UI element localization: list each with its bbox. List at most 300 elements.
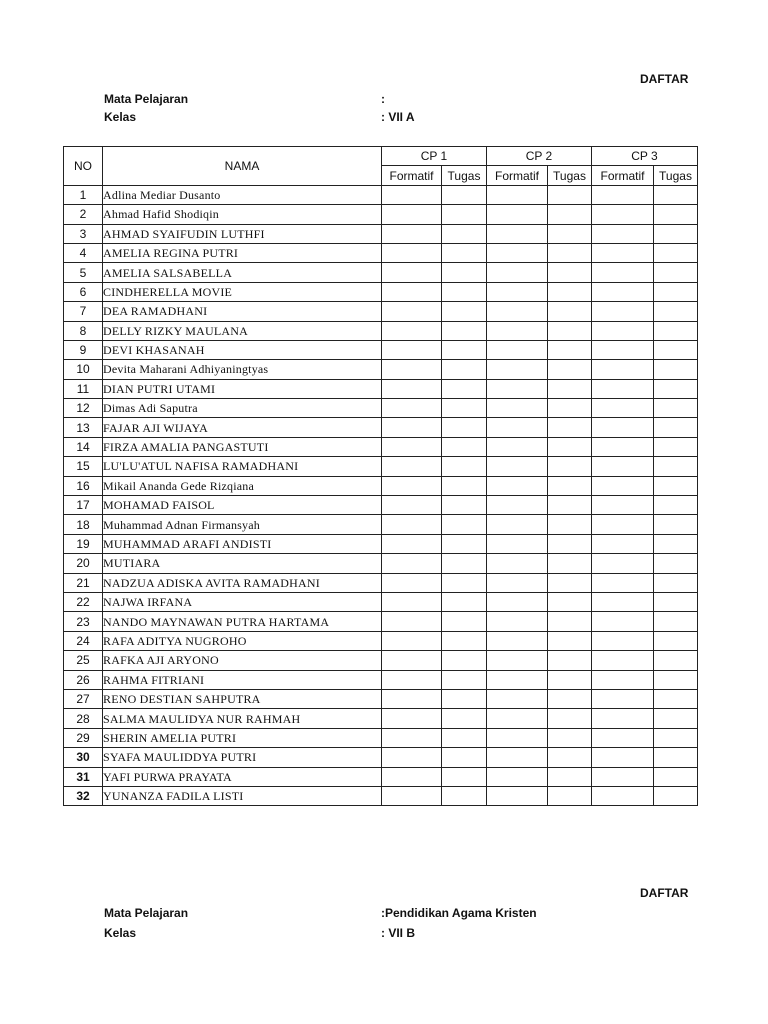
- cp1-tugas-cell[interactable]: [442, 728, 487, 747]
- cp2-tugas-cell[interactable]: [548, 573, 592, 592]
- row-number: 31: [64, 767, 103, 786]
- cp1-formatif-cell[interactable]: [382, 263, 442, 282]
- cp1-tugas-cell[interactable]: [442, 670, 487, 689]
- table-row: [64, 243, 698, 262]
- cp2-tugas-cell[interactable]: [548, 282, 592, 301]
- cp3-formatif-cell[interactable]: [592, 457, 654, 476]
- cp2-tugas-cell[interactable]: [548, 728, 592, 747]
- cp2-tugas-cell[interactable]: [548, 612, 592, 631]
- cp1-formatif-cell[interactable]: [382, 767, 442, 786]
- cp2-formatif-cell[interactable]: [487, 399, 548, 418]
- cp2-tugas-cell[interactable]: [548, 457, 592, 476]
- cp3-formatif-cell[interactable]: [592, 476, 654, 495]
- cp2-formatif-cell[interactable]: [487, 786, 548, 805]
- cp3-tugas-cell[interactable]: [654, 263, 698, 282]
- cp1-formatif-cell[interactable]: [382, 340, 442, 359]
- cp1-formatif-cell[interactable]: [382, 631, 442, 650]
- cp2-formatif-cell[interactable]: [487, 573, 548, 592]
- page-title: DAFTAR: [640, 886, 689, 900]
- student-name: CINDHERELLA MOVIE: [103, 282, 382, 301]
- cp3-tugas-cell[interactable]: [654, 282, 698, 301]
- cp2-formatif-cell[interactable]: [487, 263, 548, 282]
- cp3-tugas-cell[interactable]: [654, 651, 698, 670]
- cp3-formatif-cell[interactable]: [592, 437, 654, 456]
- subject-value: :Pendidikan Agama Kristen: [381, 906, 537, 920]
- cp1-formatif-cell[interactable]: [382, 379, 442, 398]
- cp2-tugas-cell[interactable]: [548, 670, 592, 689]
- cp2-formatif-cell[interactable]: [487, 282, 548, 301]
- cp3-formatif-cell[interactable]: [592, 496, 654, 515]
- student-name: Adlina Mediar Dusanto: [103, 185, 382, 204]
- table-row: [64, 554, 698, 573]
- row-number: 25: [64, 651, 103, 670]
- cp1-tugas-cell[interactable]: [442, 534, 487, 553]
- cp3-formatif-cell[interactable]: [592, 205, 654, 224]
- student-name: Ahmad Hafid Shodiqin: [103, 205, 382, 224]
- student-name: SALMA MAULIDYA NUR RAHMAH: [103, 709, 382, 728]
- cp3-formatif-cell[interactable]: [592, 612, 654, 631]
- cp1-formatif-cell[interactable]: [382, 496, 442, 515]
- table-row: [64, 592, 698, 611]
- cp3-tugas-cell[interactable]: [654, 748, 698, 767]
- cp3-formatif-cell[interactable]: [592, 379, 654, 398]
- cp3-formatif-cell[interactable]: [592, 282, 654, 301]
- cp2-formatif-cell[interactable]: [487, 689, 548, 708]
- table-row: [64, 437, 698, 456]
- cp1-formatif-cell[interactable]: [382, 709, 442, 728]
- subject-label: Mata Pelajaran: [104, 906, 189, 920]
- column-header-formatif: Formatif: [382, 166, 442, 185]
- cp3-tugas-cell[interactable]: [654, 612, 698, 631]
- column-header-cp3: CP 3: [592, 147, 698, 166]
- cp3-formatif-cell[interactable]: [592, 321, 654, 340]
- cp1-tugas-cell[interactable]: [442, 379, 487, 398]
- column-header-cp1: CP 1: [382, 147, 487, 166]
- cp3-tugas-cell[interactable]: [654, 554, 698, 573]
- cp2-tugas-cell[interactable]: [548, 631, 592, 650]
- cp3-formatif-cell[interactable]: [592, 224, 654, 243]
- cp3-formatif-cell[interactable]: [592, 728, 654, 747]
- table-row: [64, 321, 698, 340]
- cp1-formatif-cell[interactable]: [382, 243, 442, 262]
- table-row: [64, 748, 698, 767]
- cp3-tugas-cell[interactable]: [654, 437, 698, 456]
- cp2-formatif-cell[interactable]: [487, 651, 548, 670]
- cp3-tugas-cell[interactable]: [654, 321, 698, 340]
- student-name: RAFA ADITYA NUGROHO: [103, 631, 382, 650]
- cp3-formatif-cell[interactable]: [592, 670, 654, 689]
- cp2-tugas-cell[interactable]: [548, 476, 592, 495]
- cp2-formatif-cell[interactable]: [487, 612, 548, 631]
- student-name: NANDO MAYNAWAN PUTRA HARTAMA: [103, 612, 382, 631]
- cp3-formatif-cell[interactable]: [592, 515, 654, 534]
- cp2-tugas-cell[interactable]: [548, 534, 592, 553]
- student-name: RAFKA AJI ARYONO: [103, 651, 382, 670]
- column-header-cp2: CP 2: [487, 147, 592, 166]
- row-number: 18: [64, 515, 103, 534]
- table-row: [64, 631, 698, 650]
- cp1-formatif-cell[interactable]: [382, 476, 442, 495]
- cp2-formatif-cell[interactable]: [487, 554, 548, 573]
- cp3-tugas-cell[interactable]: [654, 185, 698, 204]
- row-number: 28: [64, 709, 103, 728]
- cp3-formatif-cell[interactable]: [592, 786, 654, 805]
- subject-label: Mata Pelajaran: [104, 92, 189, 106]
- cp3-tugas-cell[interactable]: [654, 379, 698, 398]
- cp1-tugas-cell[interactable]: [442, 418, 487, 437]
- cp1-formatif-cell[interactable]: [382, 205, 442, 224]
- table-row: [64, 379, 698, 398]
- cp3-tugas-cell[interactable]: [654, 243, 698, 262]
- cp2-formatif-cell[interactable]: [487, 709, 548, 728]
- cp1-tugas-cell[interactable]: [442, 360, 487, 379]
- cp1-formatif-cell[interactable]: [382, 399, 442, 418]
- cp3-tugas-cell[interactable]: [654, 728, 698, 747]
- row-number: 27: [64, 689, 103, 708]
- column-header-no: NO: [64, 147, 103, 186]
- cp1-formatif-cell[interactable]: [382, 689, 442, 708]
- row-number: 15: [64, 457, 103, 476]
- row-number: 17: [64, 496, 103, 515]
- cp1-tugas-cell[interactable]: [442, 340, 487, 359]
- student-name: MUHAMMAD ARAFI ANDISTI: [103, 534, 382, 553]
- cp3-tugas-cell[interactable]: [654, 689, 698, 708]
- cp3-tugas-cell[interactable]: [654, 534, 698, 553]
- cp2-tugas-cell[interactable]: [548, 340, 592, 359]
- cp3-formatif-cell[interactable]: [592, 302, 654, 321]
- row-number: 26: [64, 670, 103, 689]
- table-row: [64, 786, 698, 805]
- cp2-formatif-cell[interactable]: [487, 592, 548, 611]
- cp2-formatif-cell[interactable]: [487, 205, 548, 224]
- cp2-formatif-cell[interactable]: [487, 185, 548, 204]
- table-row: [64, 205, 698, 224]
- cp2-formatif-cell[interactable]: [487, 534, 548, 553]
- cp1-formatif-cell[interactable]: [382, 728, 442, 747]
- row-number: 12: [64, 399, 103, 418]
- cp1-tugas-cell[interactable]: [442, 496, 487, 515]
- class-value: : VII B: [381, 926, 416, 940]
- cp1-tugas-cell[interactable]: [442, 631, 487, 650]
- cp3-tugas-cell[interactable]: [654, 709, 698, 728]
- cp1-tugas-cell[interactable]: [442, 185, 487, 204]
- row-number: 13: [64, 418, 103, 437]
- student-name: YAFI PURWA PRAYATA: [103, 767, 382, 786]
- student-name: LU'LU'ATUL NAFISA RAMADHANI: [103, 457, 382, 476]
- page-title: DAFTAR: [640, 72, 689, 86]
- cp2-tugas-cell[interactable]: [548, 399, 592, 418]
- cp1-formatif-cell[interactable]: [382, 786, 442, 805]
- table-row: [64, 399, 698, 418]
- cp1-tugas-cell[interactable]: [442, 263, 487, 282]
- cp2-tugas-cell[interactable]: [548, 748, 592, 767]
- cp3-tugas-cell[interactable]: [654, 786, 698, 805]
- table-row: [64, 767, 698, 786]
- column-header-formatif: Formatif: [592, 166, 654, 185]
- student-name: DELLY RIZKY MAULANA: [103, 321, 382, 340]
- cp3-formatif-cell[interactable]: [592, 592, 654, 611]
- cp1-tugas-cell[interactable]: [442, 689, 487, 708]
- cp2-tugas-cell[interactable]: [548, 651, 592, 670]
- cp2-tugas-cell[interactable]: [548, 592, 592, 611]
- table-row: [64, 476, 698, 495]
- column-header-nama: NAMA: [103, 147, 382, 186]
- cp3-tugas-cell[interactable]: [654, 418, 698, 437]
- cp1-tugas-cell[interactable]: [442, 243, 487, 262]
- cp2-formatif-cell[interactable]: [487, 476, 548, 495]
- row-number: 9: [64, 340, 103, 359]
- cp3-formatif-cell[interactable]: [592, 748, 654, 767]
- table-row: [64, 573, 698, 592]
- cp1-formatif-cell[interactable]: [382, 321, 442, 340]
- cp1-tugas-cell[interactable]: [442, 476, 487, 495]
- student-name: RENO DESTIAN SAHPUTRA: [103, 689, 382, 708]
- cp2-formatif-cell[interactable]: [487, 437, 548, 456]
- cp1-formatif-cell[interactable]: [382, 651, 442, 670]
- cp2-formatif-cell[interactable]: [487, 302, 548, 321]
- cp3-formatif-cell[interactable]: [592, 767, 654, 786]
- cp3-formatif-cell[interactable]: [592, 360, 654, 379]
- table-row: [64, 709, 698, 728]
- cp2-formatif-cell[interactable]: [487, 728, 548, 747]
- cp3-formatif-cell[interactable]: [592, 185, 654, 204]
- cp2-formatif-cell[interactable]: [487, 457, 548, 476]
- cp3-formatif-cell[interactable]: [592, 399, 654, 418]
- cp1-formatif-cell[interactable]: [382, 302, 442, 321]
- cp3-tugas-cell[interactable]: [654, 340, 698, 359]
- cp3-tugas-cell[interactable]: [654, 573, 698, 592]
- cp1-formatif-cell[interactable]: [382, 224, 442, 243]
- cp2-formatif-cell[interactable]: [487, 670, 548, 689]
- student-name: DEA RAMADHANI: [103, 302, 382, 321]
- table-row: [64, 457, 698, 476]
- cp1-tugas-cell[interactable]: [442, 515, 487, 534]
- cp2-tugas-cell[interactable]: [548, 554, 592, 573]
- cp1-tugas-cell[interactable]: [442, 302, 487, 321]
- cp1-formatif-cell[interactable]: [382, 457, 442, 476]
- subject-value: :: [381, 92, 385, 106]
- cp2-formatif-cell[interactable]: [487, 243, 548, 262]
- cp3-formatif-cell[interactable]: [592, 689, 654, 708]
- table-row: [64, 728, 698, 747]
- cp1-tugas-cell[interactable]: [442, 786, 487, 805]
- student-name: YUNANZA FADILA LISTI: [103, 786, 382, 805]
- cp1-tugas-cell[interactable]: [442, 399, 487, 418]
- row-number: 11: [64, 379, 103, 398]
- cp1-formatif-cell[interactable]: [382, 360, 442, 379]
- row-number: 32: [64, 786, 103, 805]
- cp1-formatif-cell[interactable]: [382, 612, 442, 631]
- cp1-formatif-cell[interactable]: [382, 185, 442, 204]
- cp3-tugas-cell[interactable]: [654, 496, 698, 515]
- table-row: [64, 496, 698, 515]
- cp3-tugas-cell[interactable]: [654, 631, 698, 650]
- class-value: : VII A: [381, 110, 415, 124]
- cp3-tugas-cell[interactable]: [654, 360, 698, 379]
- table-header-row: [64, 147, 698, 166]
- cp3-tugas-cell[interactable]: [654, 205, 698, 224]
- student-name: AHMAD SYAIFUDIN LUTHFI: [103, 224, 382, 243]
- cp2-tugas-cell[interactable]: [548, 709, 592, 728]
- cp3-tugas-cell[interactable]: [654, 302, 698, 321]
- class-label: Kelas: [104, 926, 137, 940]
- row-number: 20: [64, 554, 103, 573]
- cp1-formatif-cell[interactable]: [382, 515, 442, 534]
- cp1-tugas-cell[interactable]: [442, 205, 487, 224]
- class-label: Kelas: [104, 110, 137, 124]
- table-row: [64, 418, 698, 437]
- cp3-tugas-cell[interactable]: [654, 767, 698, 786]
- table-row: [64, 282, 698, 301]
- row-number: 19: [64, 534, 103, 553]
- student-name: DEVI KHASANAH: [103, 340, 382, 359]
- row-number: 1: [64, 185, 103, 204]
- row-number: 7: [64, 302, 103, 321]
- cp3-tugas-cell[interactable]: [654, 224, 698, 243]
- row-number: 16: [64, 476, 103, 495]
- cp1-tugas-cell[interactable]: [442, 612, 487, 631]
- cp1-formatif-cell[interactable]: [382, 748, 442, 767]
- cp1-tugas-cell[interactable]: [442, 437, 487, 456]
- grades-table: [63, 146, 698, 806]
- cp3-formatif-cell[interactable]: [592, 651, 654, 670]
- cp1-formatif-cell[interactable]: [382, 670, 442, 689]
- cp2-tugas-cell[interactable]: [548, 379, 592, 398]
- student-name: AMELIA REGINA PUTRI: [103, 243, 382, 262]
- student-name: Devita Maharani Adhiyaningtyas: [103, 360, 382, 379]
- cp2-formatif-cell[interactable]: [487, 360, 548, 379]
- row-number: 6: [64, 282, 103, 301]
- cp3-tugas-cell[interactable]: [654, 592, 698, 611]
- cp2-tugas-cell[interactable]: [548, 185, 592, 204]
- cp1-tugas-cell[interactable]: [442, 573, 487, 592]
- cp3-formatif-cell[interactable]: [592, 243, 654, 262]
- student-name: NAJWA IRFANA: [103, 592, 382, 611]
- cp1-formatif-cell[interactable]: [382, 282, 442, 301]
- cp1-formatif-cell[interactable]: [382, 437, 442, 456]
- cp2-tugas-cell[interactable]: [548, 515, 592, 534]
- column-header-tugas: Tugas: [654, 166, 698, 185]
- row-number: 8: [64, 321, 103, 340]
- column-header-tugas: Tugas: [548, 166, 592, 185]
- cp2-tugas-cell[interactable]: [548, 205, 592, 224]
- cp1-tugas-cell[interactable]: [442, 224, 487, 243]
- cp2-tugas-cell[interactable]: [548, 243, 592, 262]
- cp3-formatif-cell[interactable]: [592, 534, 654, 553]
- cp1-tugas-cell[interactable]: [442, 748, 487, 767]
- cp2-formatif-cell[interactable]: [487, 631, 548, 650]
- row-number: 21: [64, 573, 103, 592]
- cp2-formatif-cell[interactable]: [487, 767, 548, 786]
- row-number: 30: [64, 748, 103, 767]
- table-row: [64, 651, 698, 670]
- student-name: Muhammad Adnan Firmansyah: [103, 515, 382, 534]
- column-header-formatif: Formatif: [487, 166, 548, 185]
- cp3-formatif-cell[interactable]: [592, 709, 654, 728]
- cp1-tugas-cell[interactable]: [442, 554, 487, 573]
- student-name: NADZUA ADISKA AVITA RAMADHANI: [103, 573, 382, 592]
- cp1-tugas-cell[interactable]: [442, 767, 487, 786]
- cp1-formatif-cell[interactable]: [382, 418, 442, 437]
- cp1-tugas-cell[interactable]: [442, 709, 487, 728]
- student-name: FIRZA AMALIA PANGASTUTI: [103, 437, 382, 456]
- row-number: 5: [64, 263, 103, 282]
- cp1-formatif-cell[interactable]: [382, 554, 442, 573]
- student-name: RAHMA FITRIANI: [103, 670, 382, 689]
- row-number: 2: [64, 205, 103, 224]
- cp2-tugas-cell[interactable]: [548, 496, 592, 515]
- row-number: 10: [64, 360, 103, 379]
- cp2-tugas-cell[interactable]: [548, 418, 592, 437]
- student-name: MUTIARA: [103, 554, 382, 573]
- table-row: [64, 185, 698, 204]
- cp2-formatif-cell[interactable]: [487, 224, 548, 243]
- row-number: 29: [64, 728, 103, 747]
- table-row: [64, 689, 698, 708]
- cp2-tugas-cell[interactable]: [548, 689, 592, 708]
- cp2-tugas-cell[interactable]: [548, 786, 592, 805]
- cp2-formatif-cell[interactable]: [487, 321, 548, 340]
- table-row: [64, 263, 698, 282]
- cp3-tugas-cell[interactable]: [654, 457, 698, 476]
- cp3-formatif-cell[interactable]: [592, 573, 654, 592]
- grades-table-body: [64, 185, 698, 806]
- student-name: AMELIA SALSABELLA: [103, 263, 382, 282]
- student-name: Dimas Adi Saputra: [103, 399, 382, 418]
- cp1-formatif-cell[interactable]: [382, 573, 442, 592]
- cp3-tugas-cell[interactable]: [654, 515, 698, 534]
- student-name: Mikail Ananda Gede Rizqiana: [103, 476, 382, 495]
- cp1-tugas-cell[interactable]: [442, 592, 487, 611]
- cp3-tugas-cell[interactable]: [654, 476, 698, 495]
- cp2-formatif-cell[interactable]: [487, 515, 548, 534]
- student-name: SYAFA MAULIDDYA PUTRI: [103, 748, 382, 767]
- cp2-formatif-cell[interactable]: [487, 379, 548, 398]
- cp2-tugas-cell[interactable]: [548, 224, 592, 243]
- cp1-tugas-cell[interactable]: [442, 457, 487, 476]
- cp2-tugas-cell[interactable]: [548, 302, 592, 321]
- table-row: [64, 340, 698, 359]
- cp1-tugas-cell[interactable]: [442, 282, 487, 301]
- cp3-formatif-cell[interactable]: [592, 418, 654, 437]
- student-name: MOHAMAD FAISOL: [103, 496, 382, 515]
- cp2-tugas-cell[interactable]: [548, 360, 592, 379]
- cp3-formatif-cell[interactable]: [592, 631, 654, 650]
- cp3-formatif-cell[interactable]: [592, 340, 654, 359]
- cp2-tugas-cell[interactable]: [548, 321, 592, 340]
- cp2-formatif-cell[interactable]: [487, 418, 548, 437]
- cp1-tugas-cell[interactable]: [442, 321, 487, 340]
- cp2-tugas-cell[interactable]: [548, 437, 592, 456]
- row-number: 3: [64, 224, 103, 243]
- cp3-tugas-cell[interactable]: [654, 399, 698, 418]
- cp2-formatif-cell[interactable]: [487, 340, 548, 359]
- cp3-formatif-cell[interactable]: [592, 554, 654, 573]
- cp2-formatif-cell[interactable]: [487, 748, 548, 767]
- cp1-tugas-cell[interactable]: [442, 651, 487, 670]
- cp1-formatif-cell[interactable]: [382, 592, 442, 611]
- table-row: [64, 534, 698, 553]
- cp2-formatif-cell[interactable]: [487, 496, 548, 515]
- cp2-tugas-cell[interactable]: [548, 263, 592, 282]
- row-number: 24: [64, 631, 103, 650]
- cp2-tugas-cell[interactable]: [548, 767, 592, 786]
- table-row: [64, 302, 698, 321]
- cp3-formatif-cell[interactable]: [592, 263, 654, 282]
- cp3-tugas-cell[interactable]: [654, 670, 698, 689]
- table-row: [64, 670, 698, 689]
- cp1-formatif-cell[interactable]: [382, 534, 442, 553]
